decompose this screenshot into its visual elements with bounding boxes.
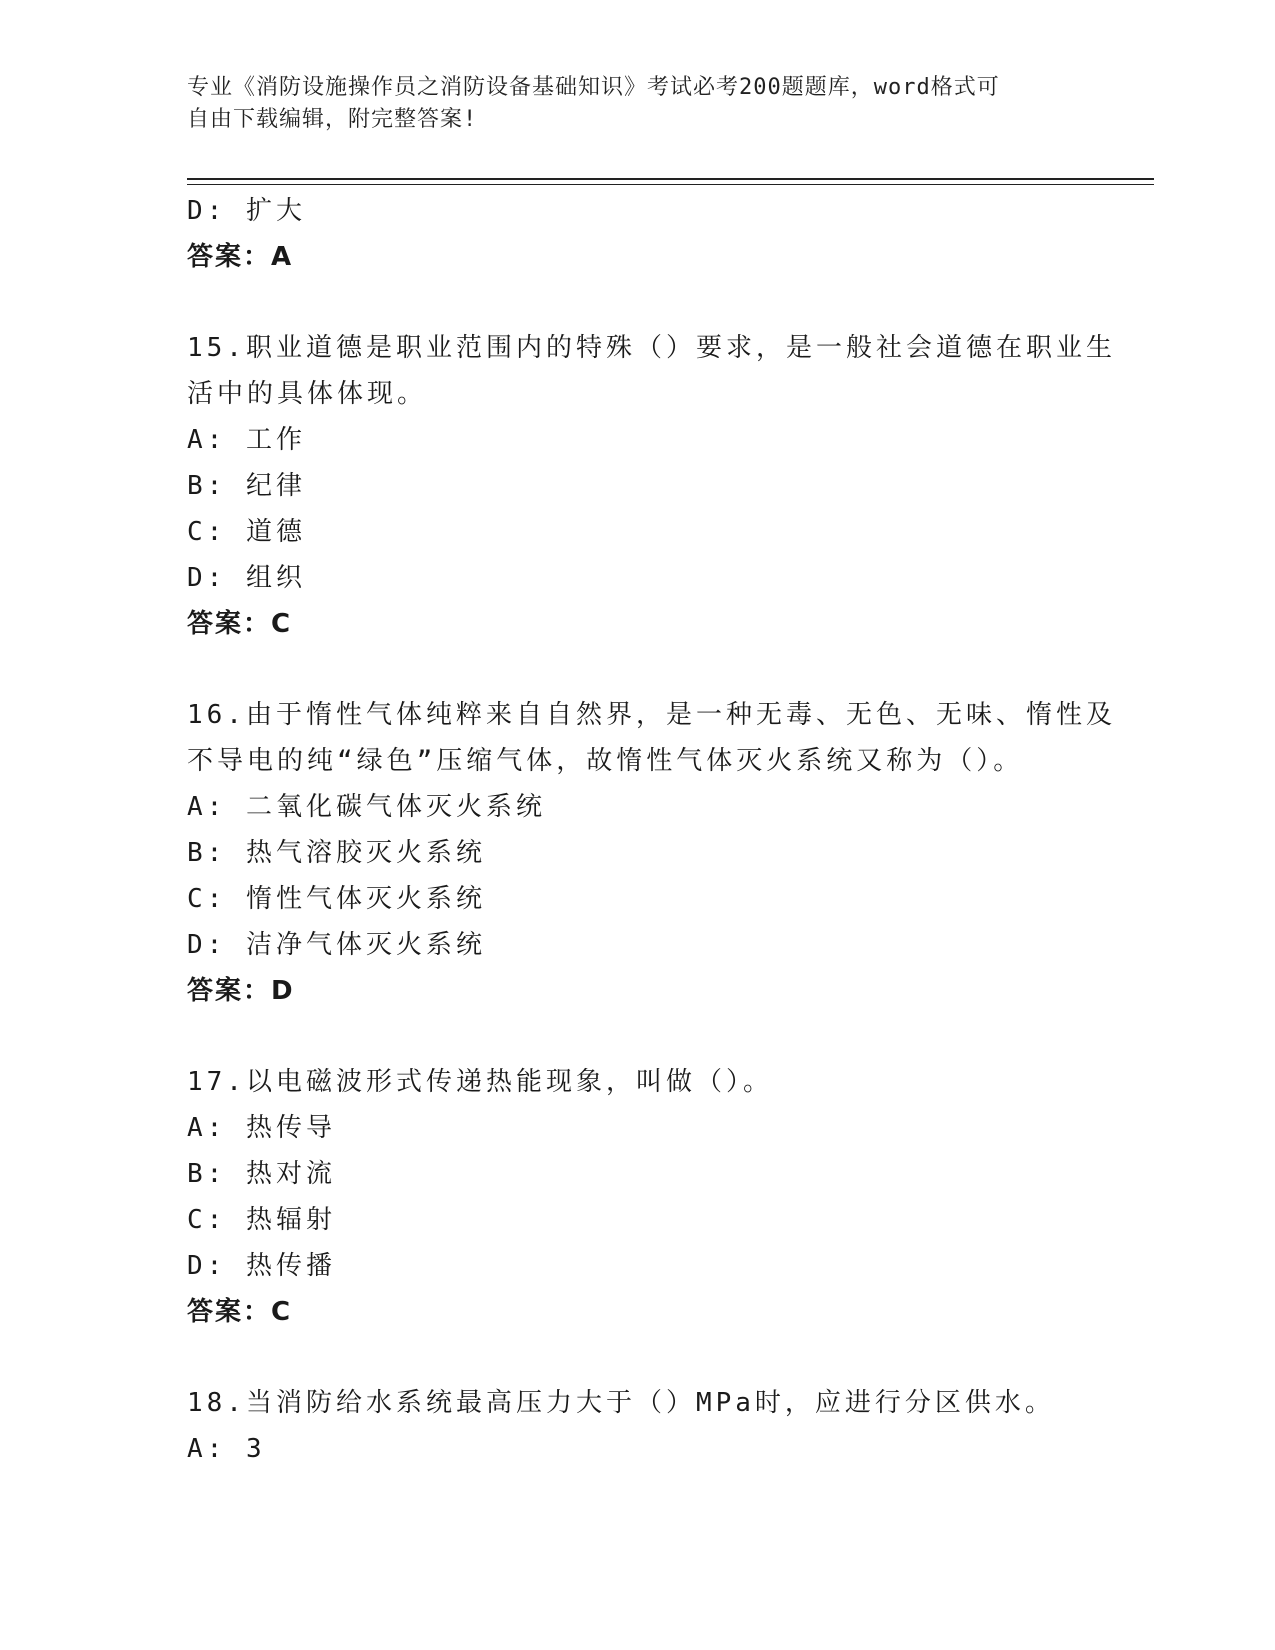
option-d: D: 热传播 — [187, 1251, 336, 1281]
option-b: B: 纪律 — [187, 471, 306, 501]
header-line-2: 自由下载编辑，附完整答案! — [187, 107, 478, 132]
question-list — [187, 188, 1116, 1472]
option-b: B: 热对流 — [187, 1159, 336, 1189]
option-d: D: 洁净气体灭火系统 — [187, 930, 486, 960]
spacer — [187, 1335, 1087, 1380]
spacer — [187, 647, 1087, 692]
answer-line: 答案：C — [187, 609, 293, 639]
question-text-line-1: 15.职业道德是职业范围内的特殊（）要求，是一般社会道德在职业生 — [187, 333, 1116, 363]
option-c: C: 道德 — [187, 517, 306, 547]
document-header — [187, 72, 1067, 136]
spacer — [187, 280, 1087, 325]
spacer — [187, 1014, 1087, 1059]
question-text-line-1: 17.以电磁波形式传递热能现象，叫做（）。 — [187, 1067, 773, 1097]
option-a: A: 二氧化碳气体灭火系统 — [187, 792, 546, 822]
option-d: D: 组织 — [187, 563, 306, 593]
option-a: A: 3 — [187, 1434, 266, 1464]
question-text-line-1: 18.当消防给水系统最高压力大于（）MPa时，应进行分区供水。 — [187, 1388, 1055, 1418]
option-a: A: 工作 — [187, 425, 306, 455]
question-text-line-1: 16.由于惰性气体纯粹来自自然界，是一种无毒、无色、无味、惰性及 — [187, 700, 1116, 730]
question-17 — [187, 1059, 1087, 1335]
option-d: D: 扩大 — [187, 196, 306, 226]
header-rule-thick — [187, 178, 1154, 180]
question-16 — [187, 692, 1116, 1014]
header-line-1: 专业《消防设施操作员之消防设备基础知识》考试必考200题题库，word格式可 — [187, 75, 1000, 100]
question-18 — [187, 1380, 1087, 1472]
option-a: A: 热传导 — [187, 1113, 336, 1143]
option-c: C: 热辐射 — [187, 1205, 336, 1235]
header-rule-thin — [187, 184, 1154, 185]
option-b: B: 热气溶胶灭火系统 — [187, 838, 486, 868]
question-text-line-2: 活中的具体体现。 — [187, 379, 428, 409]
answer-line: 答案：C — [187, 1297, 293, 1327]
answer-line: 答案：A — [187, 242, 294, 272]
option-c: C: 惰性气体灭火系统 — [187, 884, 486, 914]
question-15 — [187, 325, 1116, 647]
answer-line: 答案：D — [187, 976, 295, 1006]
question-text-line-2: 不导电的纯“绿色”压缩气体，故惰性气体灭火系统又称为（）。 — [187, 746, 1024, 776]
